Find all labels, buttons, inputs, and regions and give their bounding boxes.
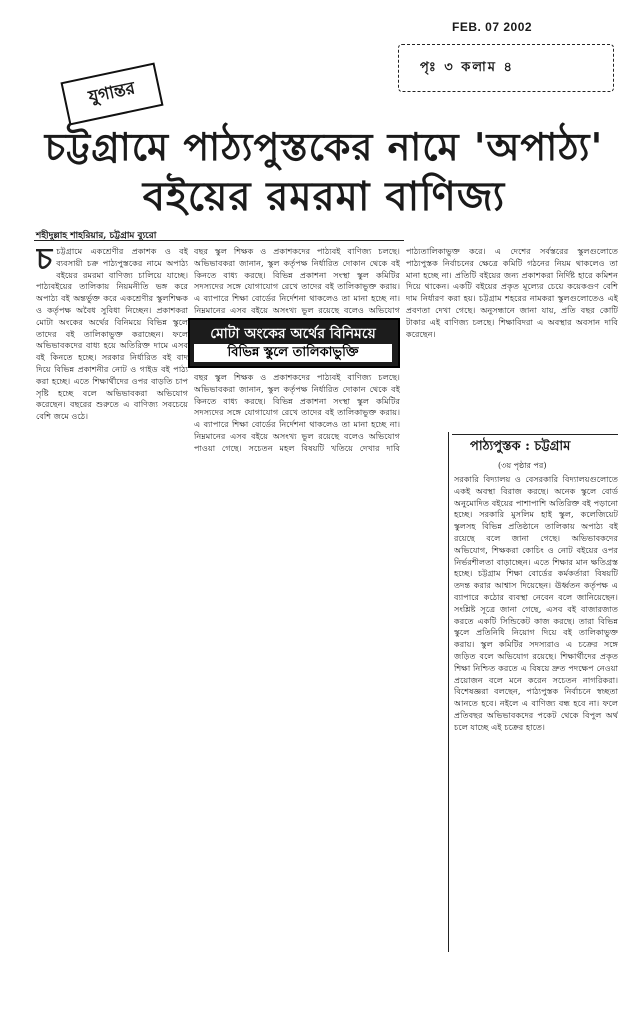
continuation-rule xyxy=(452,434,618,435)
article-column-2b: বছর স্কুল শিক্ষক ও প্রকাশকদের পাঠ্যবই বাণিজ্য চলছে। অভিভাবকরা জানান, স্কুল কর্তৃপক্ষ নির্ধারিত দোকান থেকে বই কিনতে বাধ্য করছে। বিভিন্ন প্রকাশনা সংস্থা স্কুল কমিটির সদস্যদের সঙ্গে যোগাযোগ রেখে তাদের বই তালিকাভুক্ত করায়। এ ব্যাপারে শিক্ষা বোর্ডের নির্দেশনা থাকলেও তা মানা হচ্ছে না। নিম্নমানের এসব বইয়ে অসংখ্য ভুল রয়েছে বলেও অভিযোগ পাওয়া গেছে। সচেতন মহল বিষয়টি খতিয়ে দেখার দাবি xyxy=(194,372,400,452)
byline: শহীদুল্লাহ শাহরিয়ার, চট্টগ্রাম ব্যুরো xyxy=(36,231,157,241)
reference-text: পৃঃ ৩ কলাম ৪ xyxy=(420,60,514,75)
article-column-1 xyxy=(36,246,188,452)
article-column-1-text: চট্টগ্রামে একশ্রেণীর প্রকাশক ও বই ব্যবসায়ী চক্র পাঠ্যপুস্তকের নামে অপাঠ্য বইয়ের রমরমা বাণিজ্য চালিয়ে যাচ্ছে। পাঠ্যবইয়ের তালিকায় নিয়মনীতি ভঙ্গ করে অপাঠ্য বই অন্তর্ভুক্ত করে একশ্রেণীর স্কুলশিক্ষক ও কর্তৃপক্ষ অবৈধ সুবিধা নিচ্ছেন। প্রকাশকরা মোটা অংকের অর্থের বিনিময়ে বিভিন্ন স্কুলে তাদের বই তালিকাভুক্ত করাচ্ছেন। ফলে অভিভাবকদের বাধ্য হয়ে অতিরিক্ত দামে এসব বই কিনতে হচ্ছে। সরকার নির্ধারিত বই বাদ দিয়ে বিভিন্ন প্রকাশনীর নোট ও গাইড বই পাঠ্য করা হচ্ছে। এতে শিক্ষার্থীদের ওপর বাড়তি চাপ সৃষ্টি হচ্ছে বলে অভিভাবকরা অভিযোগ করেছেন। বছরের শুরুতে এ বাণিজ্য সবচেয়ে বেশি জমে ওঠে। xyxy=(36,246,188,422)
column-divider xyxy=(448,432,449,952)
newspaper-masthead: যুগান্তর xyxy=(60,63,163,126)
headline-line-2: বইয়ের রমরমা বাণিজ্য xyxy=(142,173,506,220)
subhead-line-2: বিভিন্ন স্কুলে তালিকাভুক্তি xyxy=(194,344,392,362)
continuation-title: পাঠ্যপুস্তক : চট্টগ্রাম xyxy=(470,439,571,454)
date-stamp: FEB. 07 2002 xyxy=(452,20,533,34)
subhead-line-1: মোটা অংকের অর্থের বিনিময়ে xyxy=(210,326,376,342)
continuation-note: (৩য় পৃষ্ঠার পর) xyxy=(498,461,547,470)
article-column-3: পাঠ্যতালিকাভুক্ত করে। এ দেশের সর্বস্তরের স্কুলগুলোতে পাঠ্যপুস্তক নির্বাচনের ক্ষেত্রে কমিটি গঠনের নিয়ম থাকলেও তা মানা হচ্ছে না। প্রতিটি বইয়ের জন্য প্রকাশকরা নির্দিষ্ট হারে কমিশন দিয়ে থাকেন। একটি বইয়ের প্রকৃত মূল্যের চেয়ে কয়েকগুণ বেশি দাম নির্ধারণ করা হয়। চট্টগ্রাম শহরের নামকরা স্কুলগুলোতেও এই প্রবণতা দেখা গেছে। অনুসন্ধানে জানা যায়, প্রতি বছর কোটি টাকার এই বাণিজ্য চলছে। শিক্ষাবিদরা এ অবস্থার অবসান দাবি করেছেন। xyxy=(406,246,618,339)
headline-line-1: চট্টগ্রামে পাঠ্যপুস্তকের নামে 'অপাঠ্য' xyxy=(44,124,604,169)
headline xyxy=(24,122,624,222)
article-column-4: সরকারি বিদ্যালয় ও বেসরকারি বিদ্যালয়গুলোতে একই অবস্থা বিরাজ করছে। অনেক স্কুলে বোর্ড অনুমোদিত বইয়ের পাশাপাশি অতিরিক্ত বই পড়ানো হচ্ছে। সরকারি মুসলিম হাই স্কুল, কলেজিয়েট স্কুলসহ বিভিন্ন প্রতিষ্ঠানে তালিকায় অপাঠ্য বই রয়েছে বলে জানা গেছে। অভিভাবকদের অভিযোগ, শিক্ষকরা কোচিং ও নোট বইয়ের ওপর নির্ভরশীলতা বাড়াচ্ছেন। এতে শিক্ষার মান ক্ষতিগ্রস্ত হচ্ছে। চট্টগ্রাম শিক্ষা বোর্ডের কর্মকর্তারা বিষয়টি তদন্ত করার আশ্বাস দিয়েছেন। ঊর্ধ্বতন কর্তৃপক্ষ এ ব্যাপারে কঠোর ব্যবস্থা নেবেন বলে জানিয়েছেন। সংশ্লিষ্ট সূত্রে জানা গেছে, এসব বই বাজারজাত করতে একটি সিন্ডিকেট কাজ করছে। তারা বিভিন্ন স্কুলে প্রতিনিধি নিয়োগ দিয়ে বই তালিকাভুক্ত করায়। স্কুল কমিটির সদস্যরাও এ চক্রের সঙ্গে জড়িত বলে অভিযোগ রয়েছে। শিক্ষার্থীদের প্রকৃত শিক্ষা নিশ্চিত করতে এ বিষয়ে দ্রুত পদক্ষেপ নেওয়া প্রয়োজন বলে মনে করেন সচেতন নাগরিকরা। বিশেষজ্ঞরা বলছেন, পাঠ্যপুস্তক নির্বাচনে স্বচ্ছতা আনতে হবে। নইলে এ বাণিজ্য বন্ধ হবে না। ফলে প্রতিবছর অভিভাবকদের পকেট থেকে বিপুল অর্থ চলে যাচ্ছে এই চক্রের হাতে। xyxy=(454,474,618,732)
drop-cap: চ xyxy=(36,246,53,277)
article-column-2: বছর স্কুল শিক্ষক ও প্রকাশকদের পাঠ্যবই বাণিজ্য চলছে। অভিভাবকরা জানান, স্কুল কর্তৃপক্ষ নির্ধারিত দোকান থেকে বই কিনতে বাধ্য করছে। বিভিন্ন প্রকাশনা সংস্থা স্কুল কমিটির সদস্যদের সঙ্গে যোগাযোগ রেখে তাদের বই তালিকাভুক্ত করায়। এ ব্যাপারে শিক্ষা বোর্ডের নির্দেশনা থাকলেও তা মানা হচ্ছে না। নিম্নমানের এসব বইয়ে অসংখ্য ভুল রয়েছে বলেও অভিযোগ xyxy=(194,246,400,315)
